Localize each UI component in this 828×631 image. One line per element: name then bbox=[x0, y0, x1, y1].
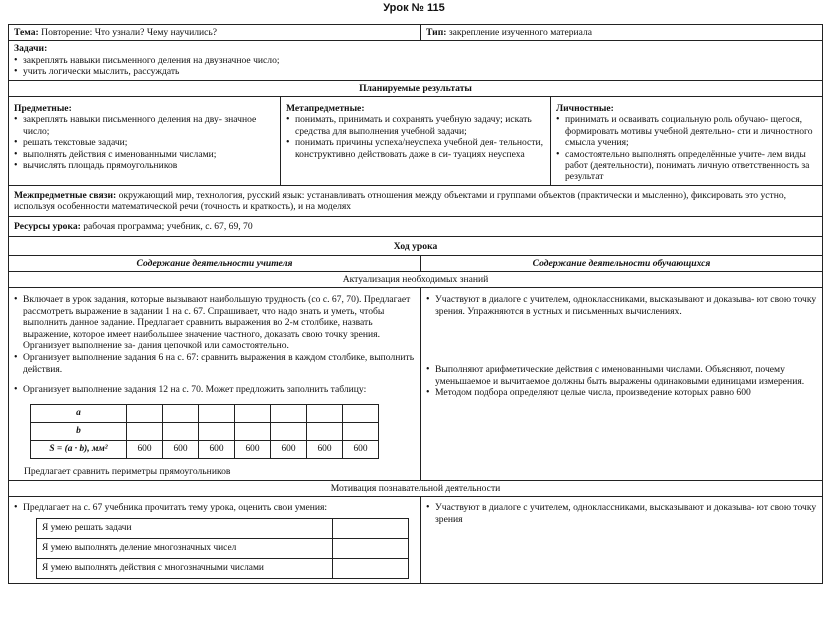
meta-item: • понимать, принимать и сохранять учебную задачу; искать средства для выполнения учебной задачи; bbox=[286, 114, 545, 137]
area-table-row bbox=[31, 422, 379, 440]
area-table-cell: 600 bbox=[199, 440, 235, 458]
resources-row bbox=[9, 217, 822, 237]
topic-label: Тема: bbox=[14, 27, 39, 38]
subject-list bbox=[14, 114, 275, 171]
area-table-head: a bbox=[31, 404, 127, 422]
area-table-head: b bbox=[31, 422, 127, 440]
area-table-cell bbox=[127, 404, 163, 422]
skill-label: Я умею выполнять действия с многозначными числами bbox=[37, 558, 333, 578]
skills-table bbox=[36, 518, 409, 579]
planned-results-row bbox=[9, 97, 822, 186]
personal-item: • принимать и осваивать социальную роль обучаю- щегося, формировать мотивы учебной деятельно- сти и личностного смысла учения; bbox=[556, 114, 817, 148]
skills-row bbox=[37, 558, 409, 578]
area-table-row bbox=[31, 404, 379, 422]
subject-item: • закреплять навыки письменного деления на дву- значное число; bbox=[14, 114, 275, 137]
topic-row bbox=[9, 25, 822, 41]
stage1-row bbox=[9, 288, 822, 481]
area-table-cell: 600 bbox=[235, 440, 271, 458]
stage1-heading: Актуализация необходимых знаний bbox=[9, 272, 822, 288]
meta-label: Метапредметные: bbox=[286, 103, 365, 115]
interdisciplinary-row bbox=[9, 186, 822, 217]
area-table-cell bbox=[235, 404, 271, 422]
subject-label: Предметные: bbox=[14, 103, 72, 115]
topic-value: Повторение: Что узнали? Чему научились? bbox=[41, 27, 218, 38]
area-table-cell bbox=[199, 404, 235, 422]
stage2-students-item: • Участвуют в диалоге с учителем, одноклассниками, высказывают и доказыва- ют свою точку зрения bbox=[426, 502, 817, 525]
area-table-cell: 600 bbox=[127, 440, 163, 458]
compare-perimeters-text: Предлагает сравнить периметры прямоугольников bbox=[24, 465, 231, 477]
stage2-teacher-item: • Предлагает на с. 67 учебника прочитать тему урока, оценить свои умения: bbox=[14, 502, 415, 513]
meta-results bbox=[281, 97, 551, 185]
personal-label: Личностные: bbox=[556, 103, 614, 115]
lesson-plan-table bbox=[8, 24, 823, 584]
stage1-students-item: • Выполняют арифметические действия с именованными числами. Объясняют, почему уменьшаемое и вычитаемое должны быть выражены одинаковыми единицами измерения. bbox=[426, 364, 817, 387]
meta-item: • понимать причины успеха/неуспеха учебной дея- тельности, конструктивно действовать даже в си- туациях неуспеха bbox=[286, 137, 545, 160]
area-table-cell bbox=[271, 422, 307, 440]
subject-item: • решать текстовые задачи; bbox=[14, 137, 275, 148]
stage1-teacher-item: • Организует выполнение задания 12 на с. 70. Может предложить заполнить таблицу: bbox=[14, 384, 415, 395]
planned-results-heading: Планируемые результаты bbox=[9, 81, 822, 97]
interdisciplinary-value: окружающий мир, технология, русский язык: устанавливать отношения между объектами и группами объектов (практически и мысленно), фиксировать это устно, используя особенности математической речи (точность и краткость), и на моделях bbox=[14, 189, 787, 213]
stage1-teacher-list bbox=[14, 294, 415, 395]
stage1-teacher bbox=[9, 288, 421, 480]
area-table-cell bbox=[271, 404, 307, 422]
skill-mark bbox=[333, 538, 409, 558]
area-table-cell bbox=[343, 422, 379, 440]
stage1-teacher-item: • Включает в урок задания, которые вызывают наибольшую трудность (со с. 67, 70). Предлагает рассмотреть выражение в задании 1 на с. 67. Спрашивает, что надо знать и уметь, чтобы выполнить данное задание. Предлагает сравнить выражения во 2-м столбике, назвать выражение, которое имеет наибольшее значение частного, доказать свою точку зрения. Организует выполнение за- дания цепочкой или самостоятельно. bbox=[14, 294, 415, 351]
personal-list bbox=[556, 114, 817, 182]
type-label: Тип: bbox=[426, 27, 447, 38]
stage2-heading: Мотивация познавательной деятельности bbox=[9, 481, 822, 497]
skill-mark bbox=[333, 558, 409, 578]
skill-label: Я умею выполнять деление многозначных чисел bbox=[37, 538, 333, 558]
type-value: закрепление изученного материала bbox=[448, 27, 593, 38]
skill-mark bbox=[333, 518, 409, 538]
stage2-row bbox=[9, 497, 822, 582]
area-table-cell: 600 bbox=[163, 440, 199, 458]
area-table-cell bbox=[235, 422, 271, 440]
students-col-header: Содержание деятельности обучающихся bbox=[532, 257, 711, 269]
course-heading: Ход урока bbox=[9, 237, 822, 255]
task-item: • закреплять навыки письменного деления на двузначное число; bbox=[14, 55, 817, 66]
area-table-cell bbox=[127, 422, 163, 440]
area-table-cell bbox=[163, 404, 199, 422]
meta-list bbox=[286, 114, 545, 160]
tasks-label: Задачи: bbox=[14, 43, 48, 55]
stage2-students-list bbox=[426, 502, 817, 525]
stage2-teacher bbox=[9, 497, 421, 582]
personal-item: • самостоятельно выполнять определённые учите- лем виды работ (деятельности), понимать личную ответственность за результат bbox=[556, 149, 817, 183]
skills-row bbox=[37, 538, 409, 558]
stage1-teacher-item: • Организует выполнение задания 6 на с. 67: сравнить выражения в каждом столбике, выполнить действия. bbox=[14, 352, 415, 375]
teacher-col-header: Содержание деятельности учителя bbox=[9, 256, 421, 271]
area-table-cell bbox=[307, 404, 343, 422]
area-table-cell: 600 bbox=[271, 440, 307, 458]
stage2-students bbox=[421, 497, 822, 582]
area-table-cell bbox=[307, 422, 343, 440]
area-table-cell bbox=[199, 422, 235, 440]
area-table-head: S = (a · b), мм² bbox=[31, 440, 127, 458]
resources-label: Ресурсы урока: bbox=[14, 220, 81, 232]
subject-item: • выполнять действия с именованными числами; bbox=[14, 149, 275, 160]
interdisciplinary-label: Межпредметные связи: bbox=[14, 189, 117, 201]
stage2-teacher-list bbox=[14, 502, 415, 513]
type-cell bbox=[421, 25, 822, 40]
stage1-students-item: • Участвуют в диалоге с учителем, одноклассниками, высказывают и доказыва- ют свою точку зрения. Упражняются в устных и письменных вычислениях. bbox=[426, 294, 817, 317]
area-table-cell bbox=[343, 404, 379, 422]
subject-results bbox=[9, 97, 281, 185]
personal-results bbox=[551, 97, 822, 185]
lesson-title: Урок № 115 bbox=[383, 2, 445, 14]
area-table-row bbox=[31, 440, 379, 458]
tasks-row bbox=[9, 41, 822, 80]
resources-value: рабочая программа; учебник, с. 67, 69, 70 bbox=[80, 220, 253, 232]
course-columns-header bbox=[9, 256, 822, 272]
skill-label: Я умею решать задачи bbox=[37, 518, 333, 538]
area-table-cell bbox=[163, 422, 199, 440]
stage1-students-list bbox=[426, 294, 817, 398]
stage1-students-item: • Методом подбора определяют целые числа, произведение которых равно 600 bbox=[426, 387, 817, 398]
area-table-cell: 600 bbox=[343, 440, 379, 458]
area-table bbox=[30, 404, 379, 459]
tasks-list bbox=[14, 55, 817, 78]
topic-cell bbox=[9, 25, 421, 40]
task-item: • учить логически мыслить, рассуждать bbox=[14, 66, 817, 77]
stage1-students bbox=[421, 288, 822, 480]
skills-row bbox=[37, 518, 409, 538]
subject-item: • вычислять площадь прямоугольников bbox=[14, 160, 275, 171]
area-table-cell: 600 bbox=[307, 440, 343, 458]
